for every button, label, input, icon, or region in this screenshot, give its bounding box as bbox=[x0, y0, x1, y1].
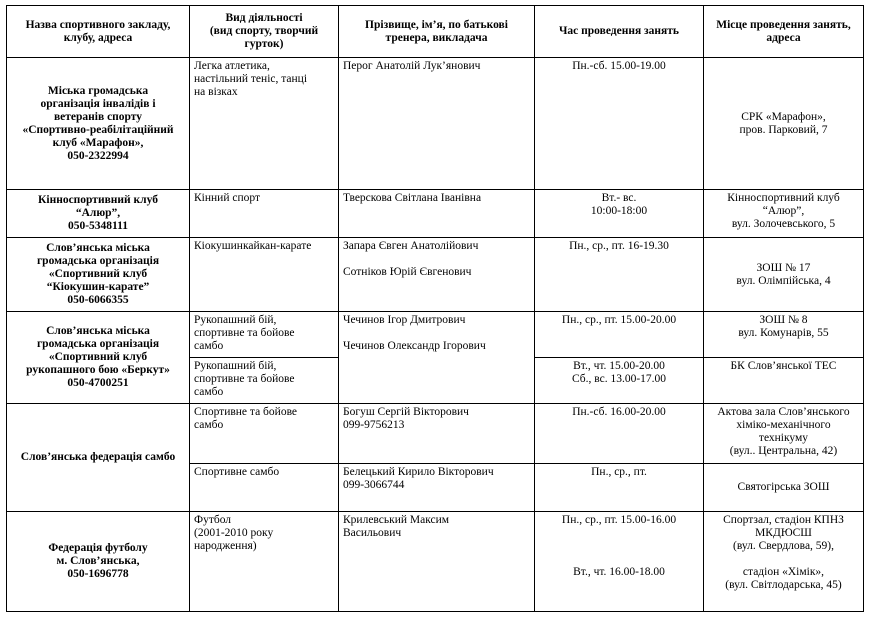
activity-cell: Рукопашний бій, спортивне та бойове самбо bbox=[190, 358, 339, 404]
place-cell: Актова зала Слов’янського хіміко-механічного технікуму (вул.. Центральна, 42) bbox=[704, 404, 864, 464]
header-time: Час проведення занять bbox=[535, 6, 704, 58]
institution-cell: Слов’янська федерація самбо bbox=[7, 404, 190, 512]
activity-cell: Спортивне самбо bbox=[190, 464, 339, 512]
activity-cell: Спортивне та бойове самбо bbox=[190, 404, 339, 464]
trainer-cell: Чечинов Ігор Дмитрович Чечинов Олександр Ігорович bbox=[339, 312, 535, 404]
table-row bbox=[7, 190, 864, 238]
activity-cell: Кінний спорт bbox=[190, 190, 339, 238]
time-cell: Пн., ср., пт. 15.00-20.00 bbox=[535, 312, 704, 358]
time-cell: Пн., ср., пт. 16-19.30 bbox=[535, 238, 704, 312]
place-cell: ЗОШ № 17 вул. Олімпійська, 4 bbox=[704, 238, 864, 312]
header-institution: Назва спортивного закладу, клубу, адреса bbox=[7, 6, 190, 58]
table-row bbox=[7, 512, 864, 612]
time-cell: Пн.-сб. 15.00-19.00 bbox=[535, 58, 704, 190]
time-cell: Вт., чт. 15.00-20.00 Сб., вс. 13.00-17.00 bbox=[535, 358, 704, 404]
header-row bbox=[7, 6, 864, 58]
trainer-cell: Тверскова Світлана Іванівна bbox=[339, 190, 535, 238]
trainer-cell: Перог Анатолій Лук’янович bbox=[339, 58, 535, 190]
place-cell: Кінноспортивний клуб “Алюр”, вул. Золочевського, 5 bbox=[704, 190, 864, 238]
activity-cell: Кіокушинкайкан-карате bbox=[190, 238, 339, 312]
table-row bbox=[7, 312, 864, 358]
table-row bbox=[7, 404, 864, 464]
place-cell: БК Слов’янської ТЕС bbox=[704, 358, 864, 404]
place-cell: СРК «Марафон», пров. Парковий, 7 bbox=[704, 58, 864, 190]
table-row bbox=[7, 238, 864, 312]
activity-cell: Футбол (2001-2010 року народження) bbox=[190, 512, 339, 612]
time-cell: Пн.-сб. 16.00-20.00 bbox=[535, 404, 704, 464]
trainer-cell: Белецький Кирило Вікторович 099-3066744 bbox=[339, 464, 535, 512]
institution-cell: Кінноспортивний клуб “Алюр”, 050-5348111 bbox=[7, 190, 190, 238]
institution-cell: Слов’янська міська громадська організація «Спортивний клуб “Кіокушин-карате” 050-6066355 bbox=[7, 238, 190, 312]
table-row bbox=[7, 58, 864, 190]
time-cell: Вт.- вс. 10:00-18:00 bbox=[535, 190, 704, 238]
place-cell: Святогірська ЗОШ bbox=[704, 464, 864, 512]
header-activity: Вид діяльності (вид спорту, творчий гурток) bbox=[190, 6, 339, 58]
institution-cell: Слов’янська міська громадська організація «Спортивний клуб рукопашного бою «Беркут» 050-4700251 bbox=[7, 312, 190, 404]
time-cell: Пн., ср., пт. 15.00-16.00 Вт., чт. 16.00-18.00 bbox=[535, 512, 704, 612]
activity-cell: Легка атлетика, настільний теніс, танці на візках bbox=[190, 58, 339, 190]
sports-clubs-table bbox=[6, 5, 864, 612]
place-cell: ЗОШ № 8 вул. Комунарів, 55 bbox=[704, 312, 864, 358]
time-cell: Пн., ср., пт. bbox=[535, 464, 704, 512]
activity-cell: Рукопашний бій, спортивне та бойове самбо bbox=[190, 312, 339, 358]
header-trainer: Прізвище, ім’я, по батькові тренера, викладача bbox=[339, 6, 535, 58]
institution-cell: Федерація футболу м. Слов’янська, 050-1696778 bbox=[7, 512, 190, 612]
trainer-cell: Крилевський Максим Васильович bbox=[339, 512, 535, 612]
header-place: Місце проведення занять, адреса bbox=[704, 6, 864, 58]
place-cell: Спортзал, стадіон КПНЗ МКДЮСШ (вул. Свердлова, 59), стадіон «Хімік», (вул. Світлодарська, 45) bbox=[704, 512, 864, 612]
trainer-cell: Запара Євген Анатолійович Сотніков Юрій Євгенович bbox=[339, 238, 535, 312]
trainer-cell: Богуш Сергій Вікторович 099-9756213 bbox=[339, 404, 535, 464]
institution-cell: Міська громадська організація інвалідів і ветеранів спорту «Спортивно-реабілітаційний клуб «Марафон», 050-2322994 bbox=[7, 58, 190, 190]
